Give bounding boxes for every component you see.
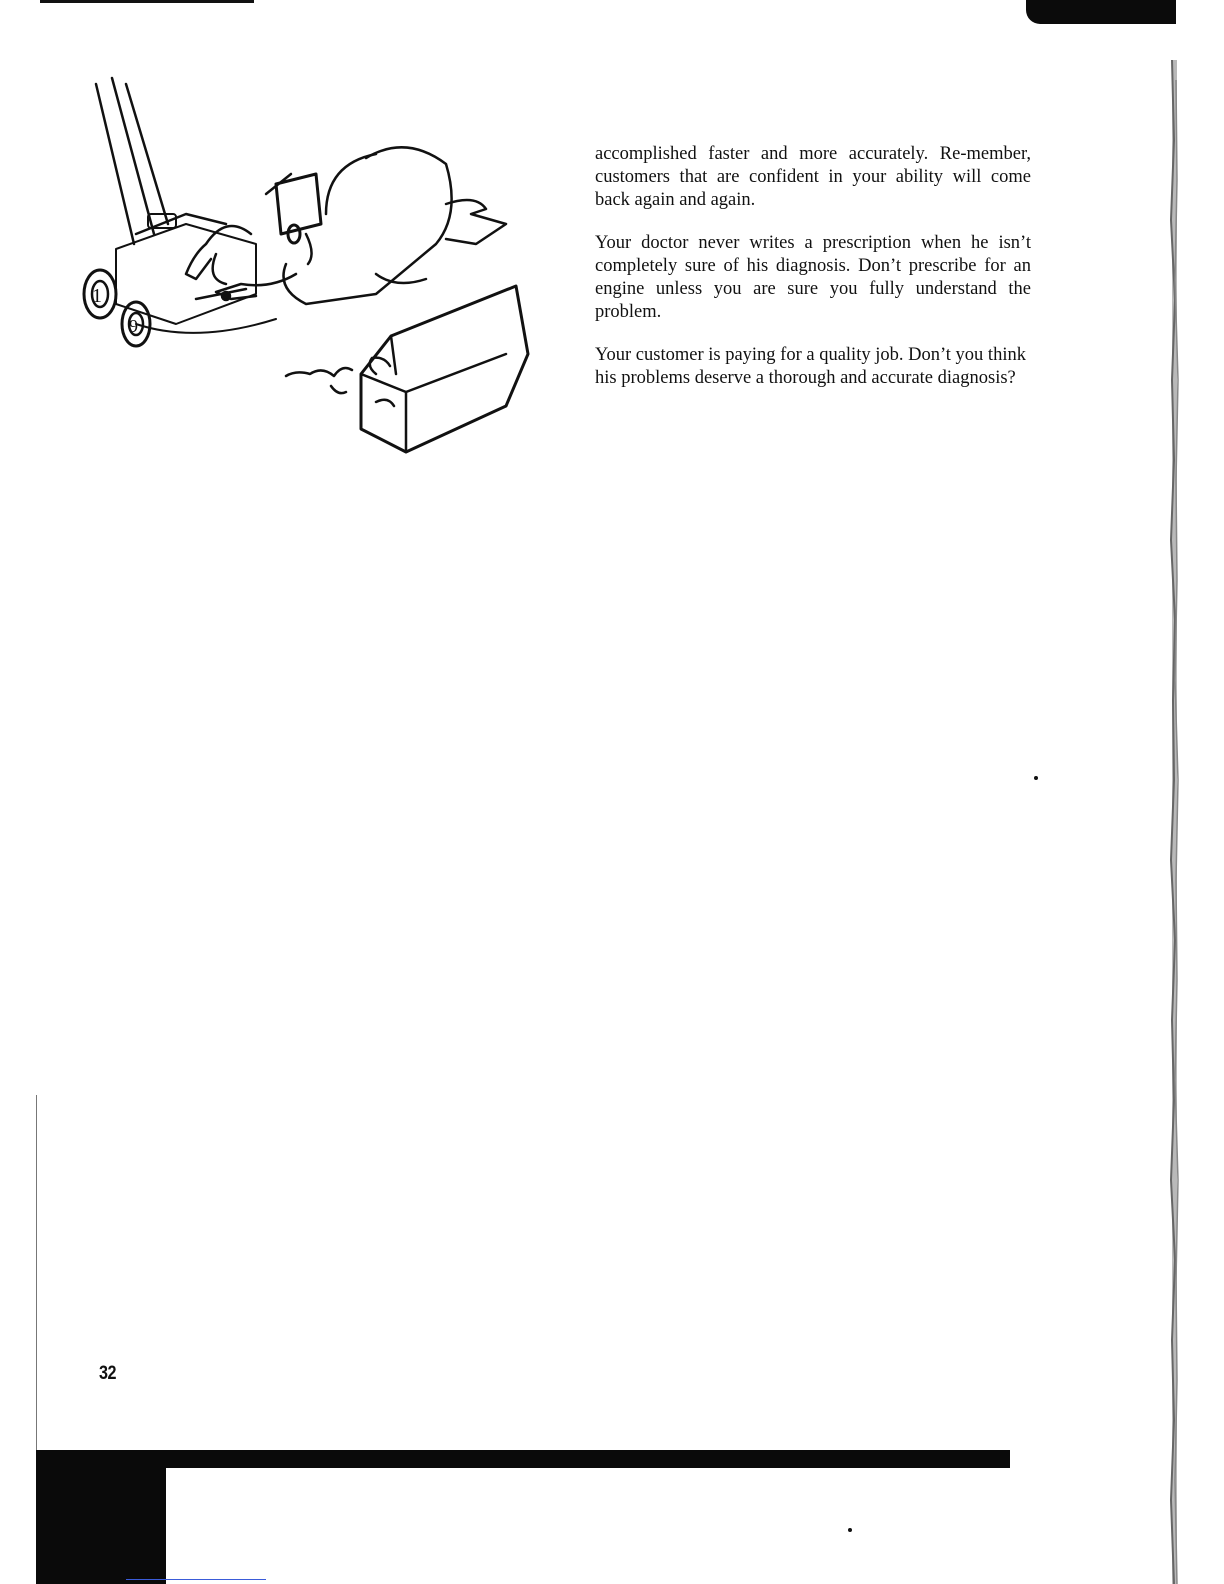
- scan-speck: [848, 1528, 852, 1532]
- svg-text:9: 9: [129, 316, 138, 336]
- body-text-column: [595, 143, 1031, 410]
- page-number: 32: [99, 1363, 117, 1384]
- paragraph: accomplished faster and more accurately. Re-member, customers that are confident in your ability will come back again and again.: [595, 144, 1031, 210]
- scan-bottom-shadow-band: [40, 1450, 1010, 1468]
- paragraph: Your customer is paying for a quality job. Don’t you think his problems deserve a thorough and accurate diagnosis?: [595, 345, 1026, 388]
- mechanic-figure-icon: [186, 147, 506, 304]
- scan-top-edge: [40, 0, 254, 3]
- lawn-mower-icon: [84, 78, 276, 346]
- scan-blue-rule: [126, 1579, 266, 1580]
- scan-top-right-shadow: [1026, 0, 1176, 24]
- scan-right-edge-noise: [1168, 60, 1180, 1584]
- paragraph: Your doctor never writes a prescription when he isn’t completely sure of his diagnosis. Don’t prescribe for an engine unless you are sure you fully understand the problem.: [595, 233, 1031, 322]
- scan-left-margin-line: [36, 1095, 37, 1455]
- mechanic-lawnmower-illustration: [76, 74, 538, 456]
- toolbox-icon: [286, 286, 528, 452]
- scan-bottom-left-shadow: [36, 1450, 166, 1584]
- svg-text:1: 1: [92, 285, 102, 307]
- scan-speck: [1034, 776, 1038, 780]
